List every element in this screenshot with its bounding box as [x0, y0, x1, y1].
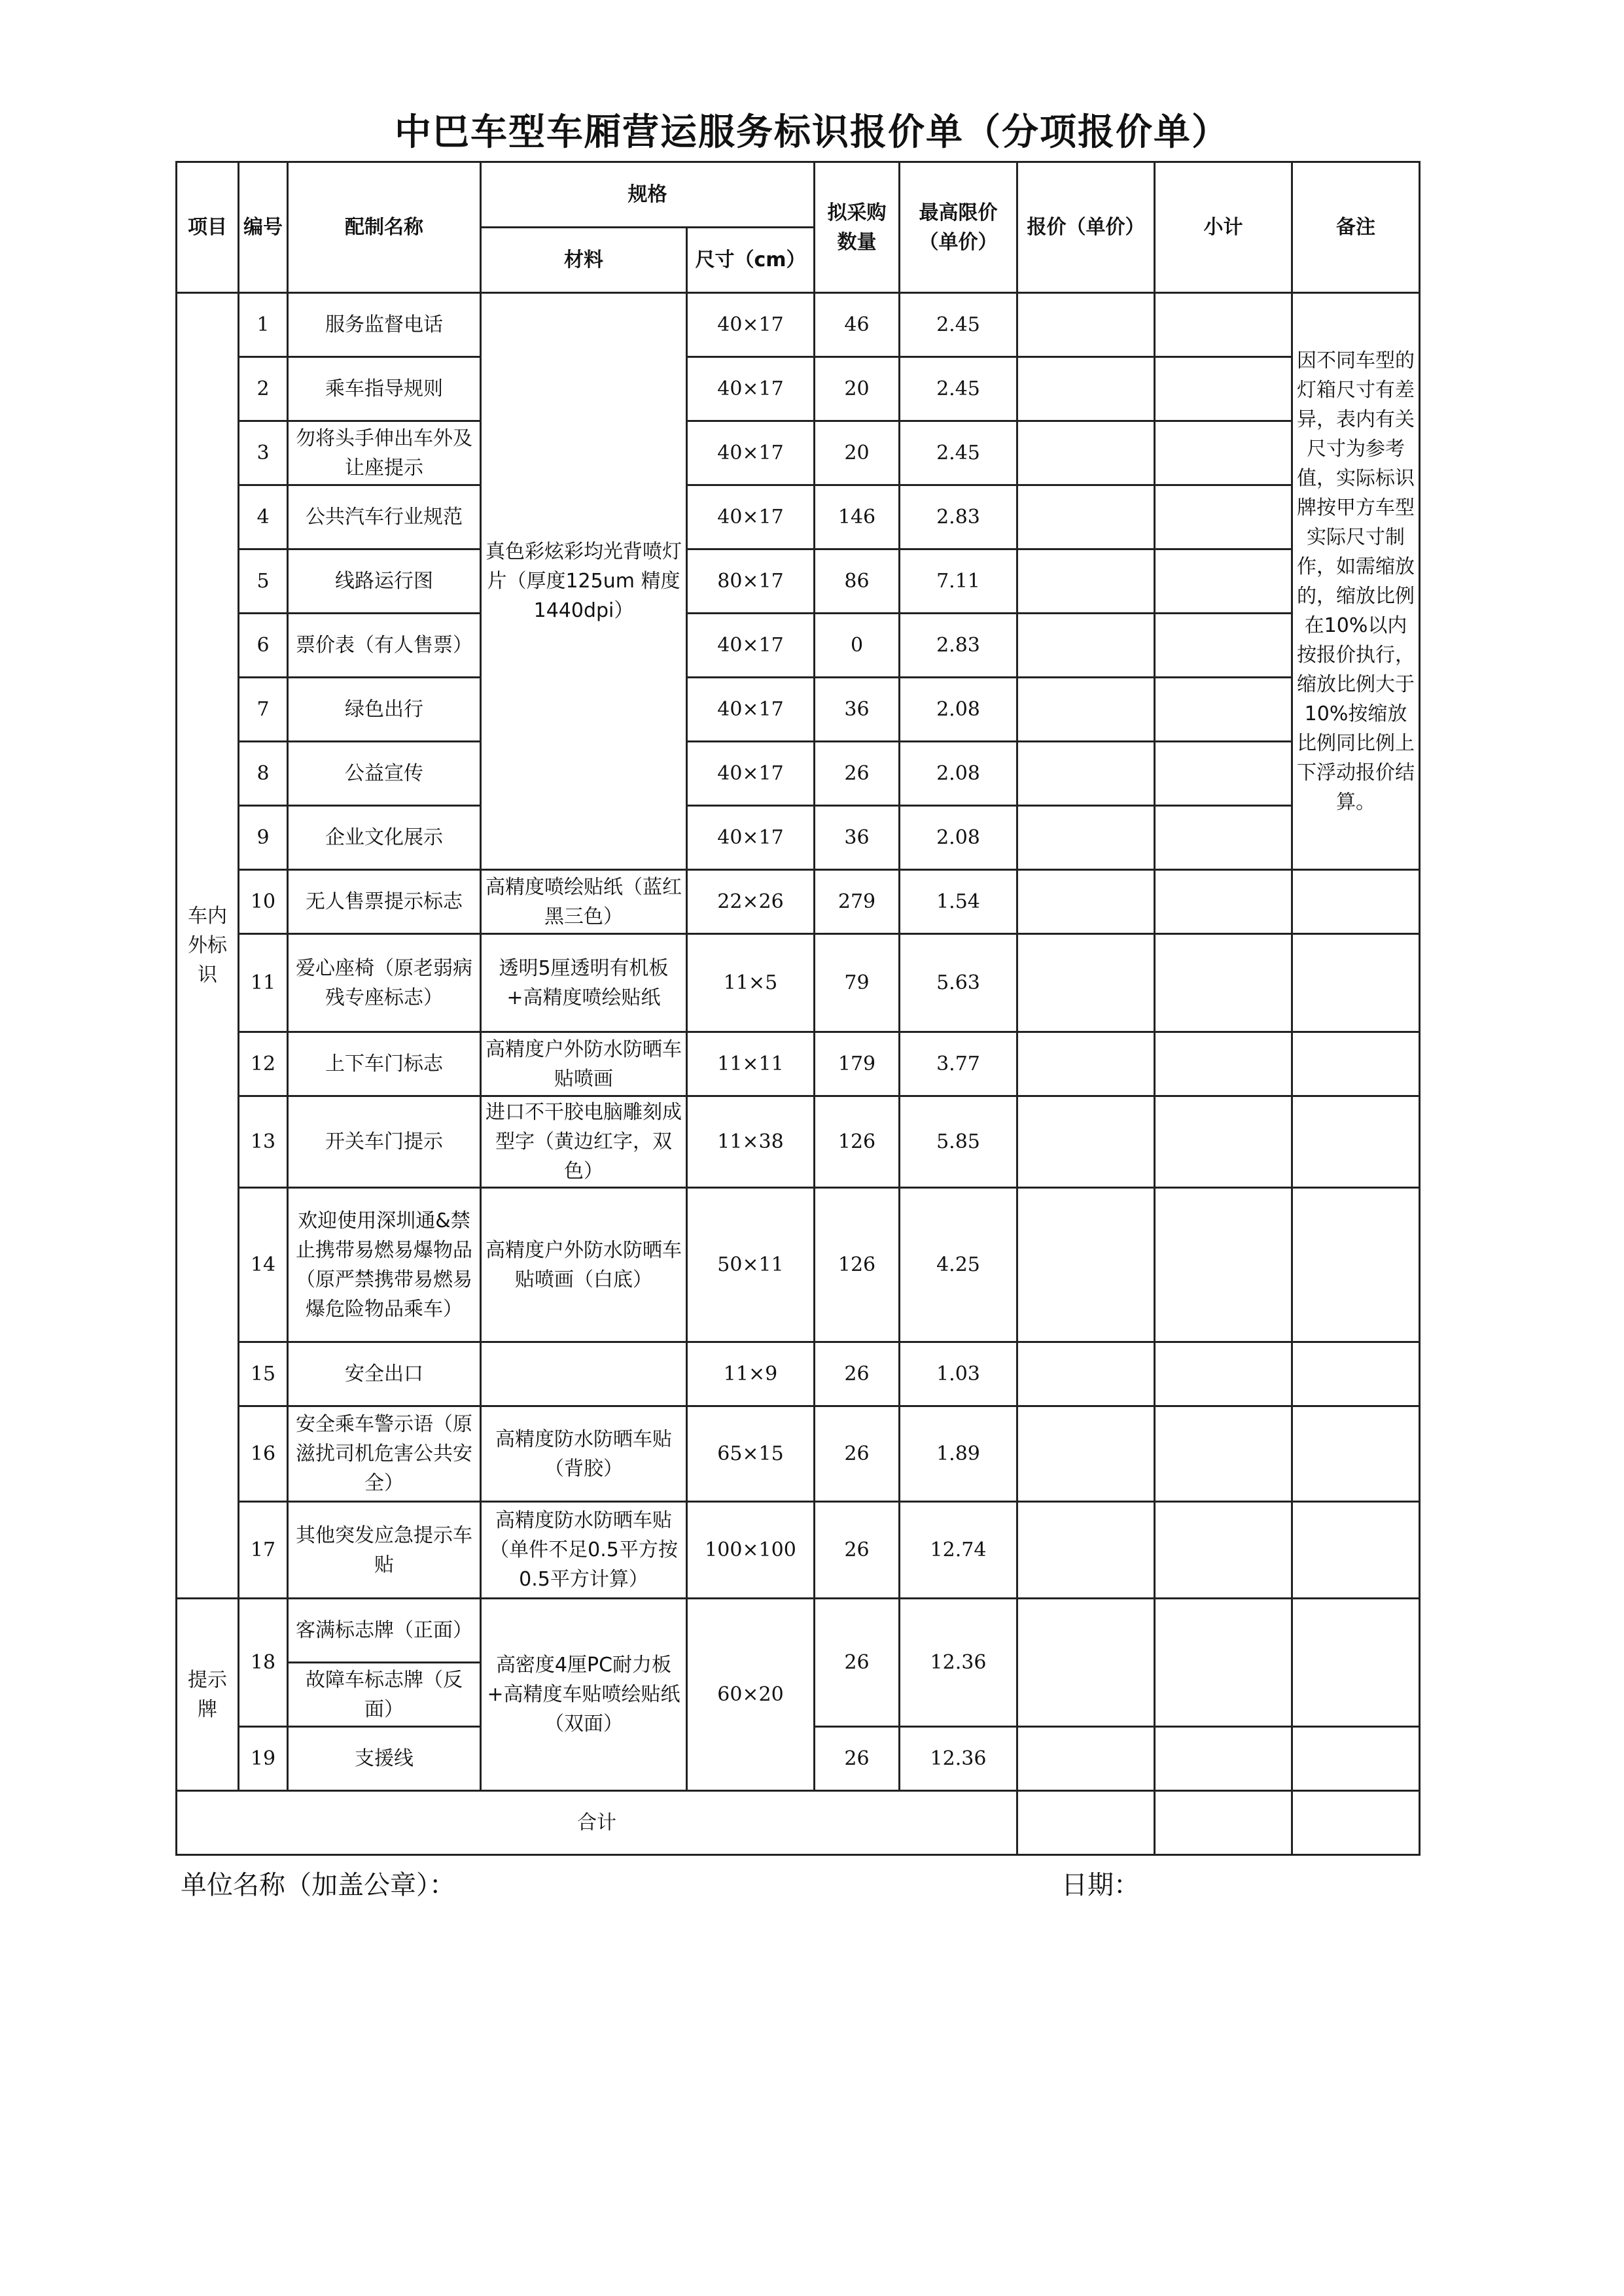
remark-note: 因不同车型的灯箱尺寸有差异，表内有关尺寸为参考值，实际标识牌按甲方车型实际尺寸制作，如需缩放的，缩放比例在10%以内按报价执行，缩放比例大于10%按缩放比例同比例上下浮动报价结算。 — [1292, 293, 1420, 870]
quote-cell[interactable] — [1017, 1406, 1155, 1502]
item-size: 40×17 — [687, 806, 815, 870]
item-max-price: 2.45 — [900, 357, 1017, 421]
item-name-back: 故障车标志牌（反面） — [288, 1663, 481, 1727]
item-material: 高精度防水防晒车贴（单件不足0.5平方按0.5平方计算） — [481, 1502, 687, 1599]
header-remark: 备注 — [1292, 162, 1420, 293]
quote-cell[interactable] — [1017, 806, 1155, 870]
item-size: 40×17 — [687, 614, 815, 678]
item-name: 安全乘车警示语（原滋扰司机危害公共安全） — [288, 1406, 481, 1502]
row-number: 19 — [239, 1727, 288, 1791]
subtotal-cell[interactable] — [1155, 357, 1292, 421]
item-size: 40×17 — [687, 421, 815, 485]
item-name: 其他突发应急提示车贴 — [288, 1502, 481, 1599]
row-number: 8 — [239, 742, 288, 806]
remark-cell[interactable] — [1292, 1032, 1420, 1096]
item-max-price: 12.36 — [900, 1727, 1017, 1791]
row-number: 16 — [239, 1406, 288, 1502]
row-number: 15 — [239, 1342, 288, 1406]
row-number: 10 — [239, 870, 288, 934]
item-quantity: 146 — [815, 485, 900, 549]
item-size: 40×17 — [687, 485, 815, 549]
item-name: 上下车门标志 — [288, 1032, 481, 1096]
item-name: 服务监督电话 — [288, 293, 481, 357]
header-project: 项目 — [177, 162, 239, 293]
header-size: 尺寸（cm） — [687, 228, 815, 293]
quote-cell[interactable] — [1017, 614, 1155, 678]
item-max-price: 3.77 — [900, 1032, 1017, 1096]
quote-cell[interactable] — [1017, 870, 1155, 934]
item-max-price: 12.74 — [900, 1502, 1017, 1599]
item-name: 线路运行图 — [288, 549, 481, 614]
item-max-price: 1.54 — [900, 870, 1017, 934]
category-sign-board: 提示牌 — [177, 1599, 239, 1791]
item-material — [481, 1342, 687, 1406]
table-row — [177, 549, 1420, 614]
remark-cell[interactable] — [1292, 1342, 1420, 1406]
item-max-price: 5.85 — [900, 1096, 1017, 1188]
table-row — [177, 421, 1420, 485]
row-number: 13 — [239, 1096, 288, 1188]
header-quote: 报价（单价） — [1017, 162, 1155, 293]
date-label: 日期： — [1061, 1870, 1140, 1900]
table-row — [177, 870, 1420, 934]
item-quantity: 26 — [815, 1342, 900, 1406]
table-row — [177, 1032, 1420, 1096]
item-quantity: 179 — [815, 1032, 900, 1096]
table-row — [177, 614, 1420, 678]
subtotal-cell[interactable] — [1155, 1188, 1292, 1342]
item-size: 60×20 — [687, 1599, 815, 1791]
total-label: 合计 — [177, 1791, 1017, 1855]
quote-table — [175, 161, 1421, 1856]
subtotal-cell[interactable] — [1155, 1599, 1292, 1727]
quote-cell[interactable] — [1017, 1342, 1155, 1406]
row-number: 9 — [239, 806, 288, 870]
item-quantity: 36 — [815, 806, 900, 870]
row-number: 1 — [239, 293, 288, 357]
item-name: 公共汽车行业规范 — [288, 485, 481, 549]
subtotal-cell[interactable] — [1155, 1096, 1292, 1188]
item-size: 40×17 — [687, 293, 815, 357]
header-subtotal: 小计 — [1155, 162, 1292, 293]
item-max-price: 1.89 — [900, 1406, 1017, 1502]
item-max-price: 2.08 — [900, 742, 1017, 806]
row-number: 5 — [239, 549, 288, 614]
subtotal-cell[interactable] — [1155, 485, 1292, 549]
item-quantity: 126 — [815, 1188, 900, 1342]
subtotal-cell[interactable] — [1155, 293, 1292, 357]
item-material: 高精度防水防晒车贴（背胶） — [481, 1406, 687, 1502]
item-material: 高密度4厘PC耐力板+高精度车贴喷绘贴纸（双面） — [481, 1599, 687, 1791]
subtotal-cell[interactable] — [1155, 806, 1292, 870]
item-quantity: 126 — [815, 1096, 900, 1188]
item-max-price: 2.83 — [900, 614, 1017, 678]
item-quantity: 26 — [815, 742, 900, 806]
item-name: 票价表（有人售票） — [288, 614, 481, 678]
quote-cell[interactable] — [1017, 485, 1155, 549]
item-max-price: 4.25 — [900, 1188, 1017, 1342]
subtotal-cell[interactable] — [1155, 1032, 1292, 1096]
quote-cell[interactable] — [1017, 549, 1155, 614]
quote-cell[interactable] — [1017, 1599, 1155, 1727]
item-quantity: 279 — [815, 870, 900, 934]
item-material: 高精度户外防水防晒车贴喷画（白底） — [481, 1188, 687, 1342]
subtotal-cell[interactable] — [1155, 421, 1292, 485]
item-max-price: 1.03 — [900, 1342, 1017, 1406]
item-material: 进口不干胶电脑雕刻成型字（黄边红字，双色） — [481, 1096, 687, 1188]
item-max-price: 2.83 — [900, 485, 1017, 549]
item-quantity: 79 — [815, 934, 900, 1032]
subtotal-cell[interactable] — [1155, 549, 1292, 614]
item-size: 22×26 — [687, 870, 815, 934]
item-name: 爱心座椅（原老弱病残专座标志） — [288, 934, 481, 1032]
row-number: 12 — [239, 1032, 288, 1096]
subtotal-cell[interactable] — [1155, 742, 1292, 806]
item-quantity: 20 — [815, 421, 900, 485]
item-max-price: 2.45 — [900, 293, 1017, 357]
item-size: 40×17 — [687, 357, 815, 421]
item-quantity: 26 — [815, 1502, 900, 1599]
quote-cell[interactable] — [1017, 357, 1155, 421]
table-row — [177, 678, 1420, 742]
row-number: 3 — [239, 421, 288, 485]
header-name: 配制名称 — [288, 162, 481, 293]
item-name: 支援线 — [288, 1727, 481, 1791]
quote-cell[interactable] — [1017, 1096, 1155, 1188]
document-title: 中巴车型车厢营运服务标识报价单（分项报价单） — [395, 111, 1229, 154]
item-quantity: 20 — [815, 357, 900, 421]
row-number: 7 — [239, 678, 288, 742]
item-name: 乘车指导规则 — [288, 357, 481, 421]
subtotal-cell[interactable] — [1155, 614, 1292, 678]
remark-cell[interactable] — [1292, 1406, 1420, 1502]
item-quantity: 46 — [815, 293, 900, 357]
item-size: 11×11 — [687, 1032, 815, 1096]
row-number: 14 — [239, 1188, 288, 1342]
quote-cell[interactable] — [1017, 1032, 1155, 1096]
total-row — [177, 1791, 1420, 1855]
item-name: 安全出口 — [288, 1342, 481, 1406]
item-name: 绿色出行 — [288, 678, 481, 742]
subtotal-cell[interactable] — [1155, 1502, 1292, 1599]
quote-cell[interactable] — [1017, 1727, 1155, 1791]
category-inside-outside: 车内外标识 — [177, 293, 239, 1599]
remark-cell[interactable] — [1292, 934, 1420, 1032]
quote-cell[interactable] — [1017, 1502, 1155, 1599]
item-size: 50×11 — [687, 1188, 815, 1342]
total-remark-cell[interactable] — [1292, 1791, 1420, 1855]
item-max-price: 2.45 — [900, 421, 1017, 485]
header-spec: 规格 — [481, 162, 815, 228]
quote-cell[interactable] — [1017, 742, 1155, 806]
table-row — [177, 806, 1420, 870]
total-quote-cell[interactable] — [1017, 1791, 1155, 1855]
item-name-front: 客满标志牌（正面） — [288, 1599, 481, 1663]
subtotal-cell[interactable] — [1155, 1342, 1292, 1406]
shared-material: 真色彩炫彩均光背喷灯片（厚度125um 精度1440dpi） — [481, 293, 687, 870]
row-number: 18 — [239, 1599, 288, 1727]
item-quantity: 36 — [815, 678, 900, 742]
item-quantity: 26 — [815, 1599, 900, 1727]
table-row — [177, 1342, 1420, 1406]
remark-cell[interactable] — [1292, 1502, 1420, 1599]
table-row — [177, 934, 1420, 1032]
item-size: 65×15 — [687, 1406, 815, 1502]
table-row — [177, 485, 1420, 549]
subtotal-cell[interactable] — [1155, 1406, 1292, 1502]
item-name: 企业文化展示 — [288, 806, 481, 870]
unit-name-label: 单位名称（加盖公章）： — [181, 1870, 455, 1900]
subtotal-cell[interactable] — [1155, 1727, 1292, 1791]
total-subtotal-cell[interactable] — [1155, 1791, 1292, 1855]
subtotal-cell[interactable] — [1155, 870, 1292, 934]
item-quantity: 0 — [815, 614, 900, 678]
header-quantity: 拟采购数量 — [815, 162, 900, 293]
quote-cell[interactable] — [1017, 421, 1155, 485]
quote-cell[interactable] — [1017, 934, 1155, 1032]
item-name: 无人售票提示标志 — [288, 870, 481, 934]
row-number: 17 — [239, 1502, 288, 1599]
header-material: 材料 — [481, 228, 687, 293]
item-quantity: 26 — [815, 1406, 900, 1502]
item-max-price: 2.08 — [900, 678, 1017, 742]
item-name: 公益宣传 — [288, 742, 481, 806]
item-size: 40×17 — [687, 678, 815, 742]
row-number: 11 — [239, 934, 288, 1032]
item-quantity: 26 — [815, 1727, 900, 1791]
item-size: 100×100 — [687, 1502, 815, 1599]
remark-cell[interactable] — [1292, 870, 1420, 934]
item-max-price: 2.08 — [900, 806, 1017, 870]
header-number: 编号 — [239, 162, 288, 293]
quote-cell[interactable] — [1017, 1188, 1155, 1342]
item-size: 11×38 — [687, 1096, 815, 1188]
item-size: 80×17 — [687, 549, 815, 614]
table-row — [177, 1502, 1420, 1599]
table-row — [177, 1406, 1420, 1502]
item-material: 透明5厘透明有机板+高精度喷绘贴纸 — [481, 934, 687, 1032]
item-material: 高精度户外防水防晒车贴喷画 — [481, 1032, 687, 1096]
remark-cell[interactable] — [1292, 1188, 1420, 1342]
subtotal-cell[interactable] — [1155, 934, 1292, 1032]
item-material: 高精度喷绘贴纸（蓝红黑三色） — [481, 870, 687, 934]
item-quantity: 86 — [815, 549, 900, 614]
header-max-price: 最高限价（单价） — [900, 162, 1017, 293]
remark-cell[interactable] — [1292, 1096, 1420, 1188]
table-row — [177, 357, 1420, 421]
item-name: 勿将头手伸出车外及让座提示 — [288, 421, 481, 485]
table-row — [177, 742, 1420, 806]
remark-cell[interactable] — [1292, 1599, 1420, 1727]
item-max-price: 5.63 — [900, 934, 1017, 1032]
subtotal-cell[interactable] — [1155, 678, 1292, 742]
table-row — [177, 1188, 1420, 1342]
table-row — [177, 1599, 1420, 1663]
item-size: 11×5 — [687, 934, 815, 1032]
row-number: 6 — [239, 614, 288, 678]
table-row — [177, 293, 1420, 357]
quote-cell[interactable] — [1017, 293, 1155, 357]
item-max-price: 12.36 — [900, 1599, 1017, 1727]
item-name: 开关车门提示 — [288, 1096, 481, 1188]
item-name: 欢迎使用深圳通&禁止携带易燃易爆物品（原严禁携带易燃易爆危险物品乘车） — [288, 1188, 481, 1342]
item-max-price: 7.11 — [900, 549, 1017, 614]
remark-cell[interactable] — [1292, 1727, 1420, 1791]
row-number: 4 — [239, 485, 288, 549]
row-number: 2 — [239, 357, 288, 421]
table-row — [177, 1096, 1420, 1188]
item-size: 40×17 — [687, 742, 815, 806]
item-size: 11×9 — [687, 1342, 815, 1406]
quote-cell[interactable] — [1017, 678, 1155, 742]
